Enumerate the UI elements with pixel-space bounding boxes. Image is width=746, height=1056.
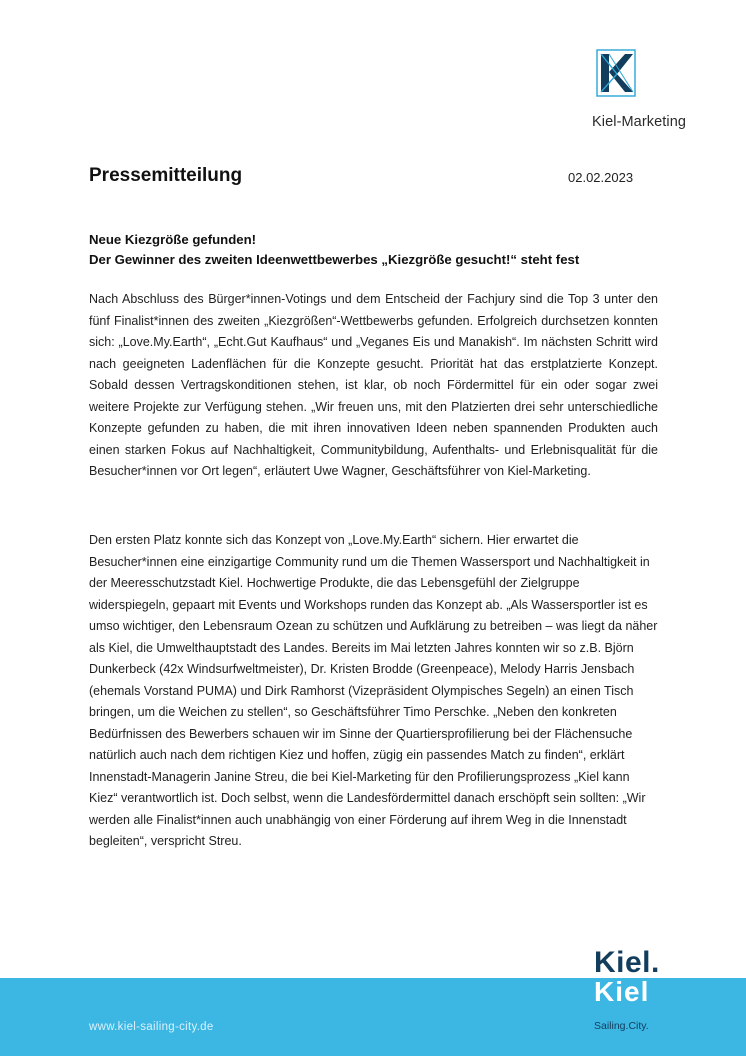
- logo-kiel-text: Kiel.: [594, 946, 660, 979]
- logo-tagline: Sailing.City.: [594, 1020, 649, 1032]
- footer-url[interactable]: www.kiel-sailing-city.de: [89, 1021, 214, 1033]
- page-title: Pressemitteilung: [89, 165, 243, 186]
- logo-wordmark: Kiel-Marketing: [592, 114, 687, 130]
- release-date: 02.02.2023: [568, 170, 634, 185]
- headline-line-1: Neue Kiezgröße gefunden!: [89, 232, 257, 247]
- kiel-marketing-logo: [592, 48, 687, 134]
- headline-line-2: Der Gewinner des zweiten Ideenwettbewerbes „Kiezgröße gesucht!“ steht fest: [89, 252, 580, 267]
- headline: [89, 230, 659, 270]
- logo-kiel-mirror-text: Kiel: [594, 976, 650, 1007]
- kiel-sailing-city-logo: [592, 948, 682, 1048]
- k-mark-icon: [595, 48, 639, 100]
- body-paragraph-2: Den ersten Platz konnte sich das Konzept von „Love.My.Earth“ sichern. Hier erwartet die Besucher*innen eine einzigartige Community rund um die Themen Wassersport und Nachhaltigkeit in der Meeresschutzstadt Kiel. Hochwertige Produkte, die das Lebensgefühl der Zielgruppe widerspiegeln, gepaart mit Events und Workshops runden das Konzept ab. „Als Wassersportler ist es umso wichtiger, den Lebensraum Ozean zu schützen und Aufklärung zu betreiben – was liegt da näher als Kiel, die Umwelthauptstadt des Landes. Bereits im Mai letzten Jahres konnten wir so z.B. Björn Dunkerbeck (42x Windsurfweltmeister), Dr. Kristen Brodde (Greenpeace), Melody Harris Jensbach (ehemals Vorstand PUMA) und Dirk Ramhorst (Vizepräsident Olympisches Segeln) an einen Tisch bringen, um die Weichen zu stellen“, so Geschäftsführer Timo Perschke. „Neben den konkreten Bedürfnissen des Bewerbers schauen wir im Sinne der Quartiersprofilierung bei der Flächensuche natürlich auch nach dem richtigen Kiez und hoffen, zügig ein passendes Match zu finden“, erklärt Innenstadt-Managerin Janine Streu, die bei Kiel-Marketing für den Profilierungsprozess „Kiel kann Kiez“ verantwortlich ist. Doch selbst, wenn die Landesfördermittel danach erschöpft sein sollten: „Wir werden alle Finalist*innen auch unabhängig von einer Förderung auf ihrem Weg in die Innenstadt begleiten“, verspricht Streu.: [89, 533, 658, 848]
- body-paragraph-1: Nach Abschluss des Bürger*innen-Votings und dem Entscheid der Fachjury sind die Top 3 unter den fünf Finalist*innen des zweiten „Kiezgrößen“-Wettbewerbs gefunden. Erfolgreich durchsetzen konnten sich: „Love.My.Earth“, „Echt.Gut Kaufhaus“ und „Veganes Eis und Manakish“. Im nächsten Schritt wird nach geeigneten Ladenflächen für die Konzepte gesucht. Priorität hat das erstplatzierte Konzept. Sobald dessen Vertragskonditionen stehen, ist klar, ob noch Fördermittel für ein oder sogar zwei weitere Projekte zur Verfügung stehen. „Wir freuen uns, mit den Platzierten drei sehr unterschiedliche Konzepte gefunden zu haben, die mit ihren innovativen Ideen neben spannenden Produkten auch einen starken Fokus auf Nachhaltigkeit, Communitybildung, Aufenthalts- und Erlebnisqualität für die Besucher*innen vor Ort legen“, erläutert Uwe Wagner, Geschäftsführer von Kiel-Marketing.: [89, 292, 658, 478]
